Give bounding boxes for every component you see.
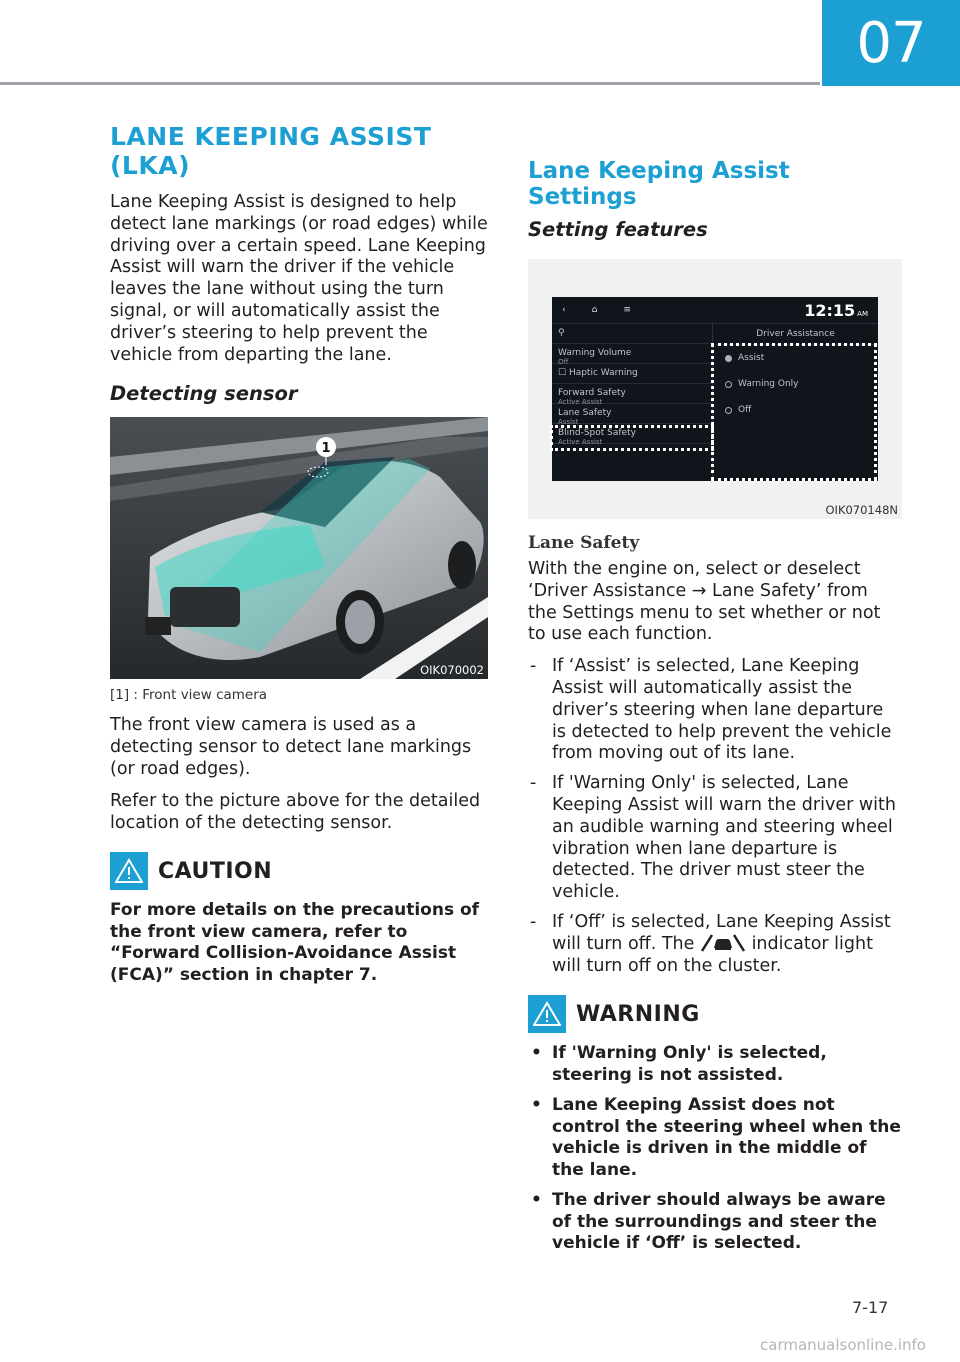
search-icon: ⚲ [558,328,565,338]
highlight-options [711,343,877,481]
menu-item: ☐ Haptic Warning [552,364,712,384]
screen-menu [552,324,712,481]
caution-text: For more details on the precautions of the front view camera, refer to “Forward Collision-Avoidance Assist (FCA)” section in chapter 7. [110,900,480,985]
search-row [552,324,712,344]
watermark: carmanualsonline.info [760,1336,926,1354]
option-assist: Assist [713,345,878,371]
section-title: LANE KEEPING ASSIST (LKA) [110,122,432,180]
sensor-paragraph-2: Refer to the picture above for the detailed location of the detecting sensor. [110,790,481,833]
menu-item-selected: Lane Safety Assist [552,404,712,424]
lka-indicator-icon [700,934,746,952]
warning-header [528,995,902,1033]
settings-subtitle: Setting features [528,218,708,241]
list-item: - If ‘Assist’ is selected, Lane Keeping Assist will automatically assist the driver’s steering when lane departure is detected to help prevent the vehicle from moving out of its lane. [530,656,892,764]
car-illustration [110,417,488,679]
screen-clock: 12:15 AM [804,300,868,320]
right-column [528,158,902,1264]
settings-title: Lane Keeping Assist Settings [528,158,790,210]
panel-title: Driver Assistance [713,324,878,345]
left-column [110,122,488,986]
warning-item: • Lane Keeping Assist does not control the steering wheel when the vehicle is driven in the middle of the lane. [531,1095,901,1180]
header-rule [0,82,820,85]
warning-icon [528,995,566,1033]
menu-icon: ≡ [623,305,631,315]
figure-code: OIK070148N [825,503,898,517]
lane-safety-text: With the engine on, select or deselect ‘Driver Assistance → Lane Safety’ from the Settings menu to set whether or not to use each function. [528,559,881,645]
figure-caption: [1] : Front view camera [110,687,268,704]
caution-header [110,852,488,890]
sensor-heading: Detecting sensor [110,382,298,406]
menu-item: Warning Volume Off [552,344,712,364]
caution-title: CAUTION [158,858,273,884]
intro-paragraph: Lane Keeping Assist is designed to help detect lane markings (or road edges) while driving over a certain speed. Lane Keeping Assist will warn the driver if the vehicle leaves the lane without using the turn signal, or will automatically assist the driver’s steering to help prevent the vehicle from departing the lane. [110,192,488,365]
car-figure [110,417,488,679]
warning-item: • If 'Warning Only' is selected, steering is not assisted. [531,1043,827,1085]
menu-item: Blind-Spot Safety Active Assist [552,424,712,444]
highlight-menu [550,425,714,451]
list-item: - If ‘Off’ is selected, Lane Keeping Assist will turn off. The indicator light will turn off on the cluster. [530,911,891,976]
option-off: Off [713,397,878,423]
chapter-tab: 07 [822,0,960,86]
caution-icon [110,852,148,890]
warning-item: • The driver should always be aware of the surroundings and steer the vehicle if ‘Off’ is selected. [531,1190,886,1254]
camera-callout: 1 [321,441,331,457]
sensor-paragraph-1: The front view camera is used as a detecting sensor to detect lane markings (or road edges). [110,715,472,779]
option-warning-only: Warning Only [713,371,878,397]
home-icon: ⌂ [591,305,598,315]
menu-item: Forward Safety Active Assist [552,384,712,404]
back-icon: ‹ [562,305,566,315]
lane-safety-heading: Lane Safety [528,533,640,553]
warning-list [528,1043,902,1255]
options-list [528,656,902,977]
settings-figure [528,259,902,519]
page-number: 7-17 [852,1298,889,1317]
list-item: - If 'Warning Only' is selected, Lane Keeping Assist will warn the driver with an audible warning and steering wheel vibration when lane departure is detected. The driver must steer the vehicle. [530,773,896,903]
screen-topbar [552,297,878,324]
figure-code: OIK070002 [420,663,484,678]
warning-title: WARNING [576,1001,700,1027]
